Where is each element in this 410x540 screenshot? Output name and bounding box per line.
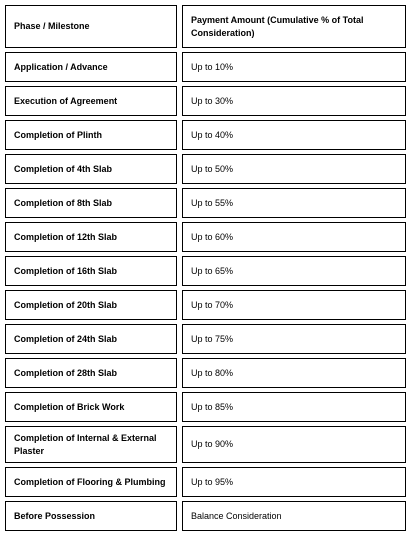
table-row	[5, 324, 406, 354]
payment-cell: Up to 55%	[182, 188, 406, 218]
table-row	[5, 358, 406, 388]
phase-cell: Completion of Flooring & Plumbing	[5, 467, 177, 497]
table-row	[5, 120, 406, 150]
payment-cell: Up to 95%	[182, 467, 406, 497]
payment-schedule-table	[5, 1, 406, 535]
table-row	[5, 290, 406, 320]
payment-cell: Up to 10%	[182, 52, 406, 82]
table-header-row	[5, 5, 406, 48]
phase-cell: Before Possession	[5, 501, 177, 531]
payment-cell: Up to 65%	[182, 256, 406, 286]
table-row	[5, 222, 406, 252]
table-row	[5, 52, 406, 82]
phase-cell: Completion of 28th Slab	[5, 358, 177, 388]
phase-cell: Completion of Brick Work	[5, 392, 177, 422]
table-row	[5, 501, 406, 531]
table-row	[5, 154, 406, 184]
phase-cell: Completion of 24th Slab	[5, 324, 177, 354]
header-phase-cell: Phase / Milestone	[5, 5, 177, 48]
phase-cell: Completion of 8th Slab	[5, 188, 177, 218]
payment-cell: Up to 70%	[182, 290, 406, 320]
phase-cell: Application / Advance	[5, 52, 177, 82]
table-row	[5, 188, 406, 218]
phase-cell: Completion of Internal & External Plaster	[5, 426, 177, 463]
table-row	[5, 467, 406, 497]
payment-cell: Up to 40%	[182, 120, 406, 150]
payment-cell: Balance Consideration	[182, 501, 406, 531]
phase-cell: Completion of 16th Slab	[5, 256, 177, 286]
payment-cell: Up to 60%	[182, 222, 406, 252]
payment-cell: Up to 50%	[182, 154, 406, 184]
payment-cell: Up to 90%	[182, 426, 406, 463]
table-row	[5, 86, 406, 116]
payment-cell: Up to 85%	[182, 392, 406, 422]
payment-cell: Up to 75%	[182, 324, 406, 354]
table-row	[5, 392, 406, 422]
payment-cell: Up to 30%	[182, 86, 406, 116]
payment-cell: Up to 80%	[182, 358, 406, 388]
table-row	[5, 256, 406, 286]
header-payment-cell: Payment Amount (Cumulative % of Total Consideration)	[182, 5, 406, 48]
phase-cell: Completion of 4th Slab	[5, 154, 177, 184]
table-row	[5, 426, 406, 463]
phase-cell: Completion of 20th Slab	[5, 290, 177, 320]
phase-cell: Execution of Agreement	[5, 86, 177, 116]
phase-cell: Completion of Plinth	[5, 120, 177, 150]
phase-cell: Completion of 12th Slab	[5, 222, 177, 252]
